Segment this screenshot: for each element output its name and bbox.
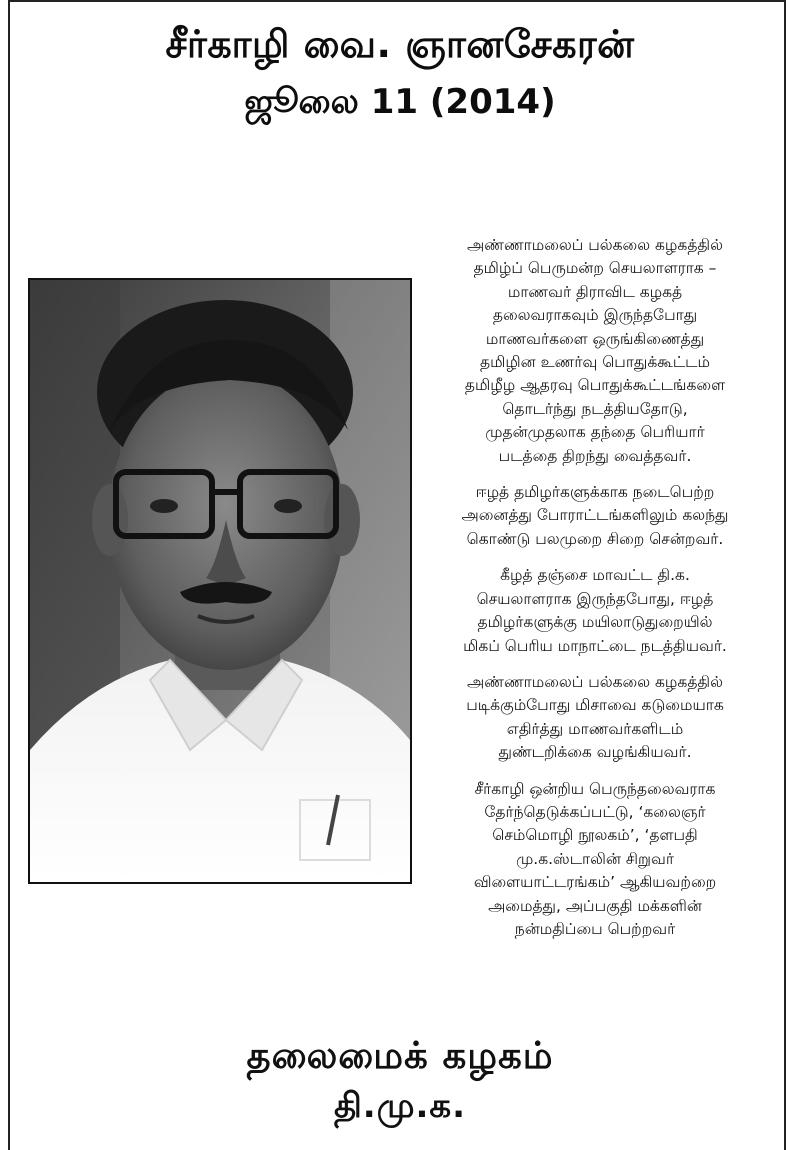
bio-line: படிக்கும்போது மிசாவை கடுமையாக [466, 696, 724, 715]
bio-line: அண்ணாமலைப் பல்கலை கழகத்தில் [467, 672, 723, 691]
bio-paragraph-4 [418, 671, 772, 765]
bio-paragraph-5 [418, 778, 772, 942]
bio-line: தமிழர்களுக்கு மயிலாடுதுறையில் [477, 613, 713, 632]
bio-paragraph-2 [418, 481, 772, 551]
bio-line: தமிழ்ப் பெருமன்ற செயலாளராக – [473, 259, 717, 278]
organization-name: தலைமைக் கழகம் [246, 1034, 554, 1077]
bio-paragraph-1 [418, 234, 772, 468]
bio-line: அனைத்து போராட்டங்களிலும் கலந்து [461, 506, 729, 525]
bio-line: தொடர்ந்து நடத்தியதோடு, [502, 399, 688, 418]
bio-line: அண்ணாமலைப் பல்கலை கழகத்தில் [467, 236, 723, 254]
bio-line: தமிழின உணர்வு பொதுக்கூட்டம் [480, 353, 710, 372]
bio-line: எதிர்த்து மாணவர்களிடம் [506, 719, 684, 738]
bio-line: தேர்ந்தெடுக்கப்பட்டு, ‘கலைஞர் [484, 802, 706, 821]
bio-paragraph-3 [418, 564, 772, 658]
bio-line: செயலாளராக இருந்தபோது, ஈழத் [476, 589, 714, 608]
portrait-photo [28, 278, 412, 884]
bio-line: துண்டறிக்கை வழங்கியவர். [498, 743, 692, 762]
bio-line: மு.க.ஸ்டாலின் சிறுவர் [516, 849, 674, 868]
bio-line: படத்தை திறந்து வைத்தவர். [498, 446, 692, 465]
bio-line: தமிழீழ ஆதரவு பொதுக்கூட்டங்களை [464, 376, 726, 395]
bio-line: ஈழத் தமிழர்களுக்காக நடைபெற்ற [475, 483, 715, 502]
bio-line: மாணவர்களை ஒருங்கிணைத்து [485, 329, 705, 348]
bio-line: நன்மதிப்பை பெற்றவர் [514, 919, 676, 938]
bio-line: சீர்காழி ஒன்றிய பெருந்தலைவராக [474, 779, 716, 798]
bio-line: முதன்முதலாக தந்தை பெரியார் [485, 423, 705, 442]
bio-line: அமைத்து, அப்பகுதி மக்களின் [488, 896, 702, 915]
bio-line: விளையாட்டரங்கம்’ ஆகியவற்றை [473, 873, 717, 892]
party-name: தி.மு.க. [333, 1086, 467, 1126]
person-name-title: சீர்காழி வை. ஞானசேகரன் [165, 22, 635, 66]
bio-line: கீழத் தஞ்சை மாவட்ட தி.க. [500, 566, 690, 585]
portrait-photo-icon [30, 280, 410, 882]
bio-line: மிகப் பெரிய மாநாட்டை நடத்தியவர். [463, 636, 727, 655]
bio-line: மாணவர் திராவிட கழகத் [507, 282, 683, 301]
bio-line: தலைவராகவும் இருந்தபோது [492, 306, 698, 325]
date-heading: ஜூலை 11 (2014) [244, 82, 556, 122]
top-border [8, 0, 786, 2]
biography-text [418, 234, 772, 954]
bio-line: கொண்டு பலமுறை சிறை சென்றவர். [466, 529, 724, 548]
bio-line: செம்மொழி நூலகம்’, ‘தளபதி [492, 826, 698, 845]
